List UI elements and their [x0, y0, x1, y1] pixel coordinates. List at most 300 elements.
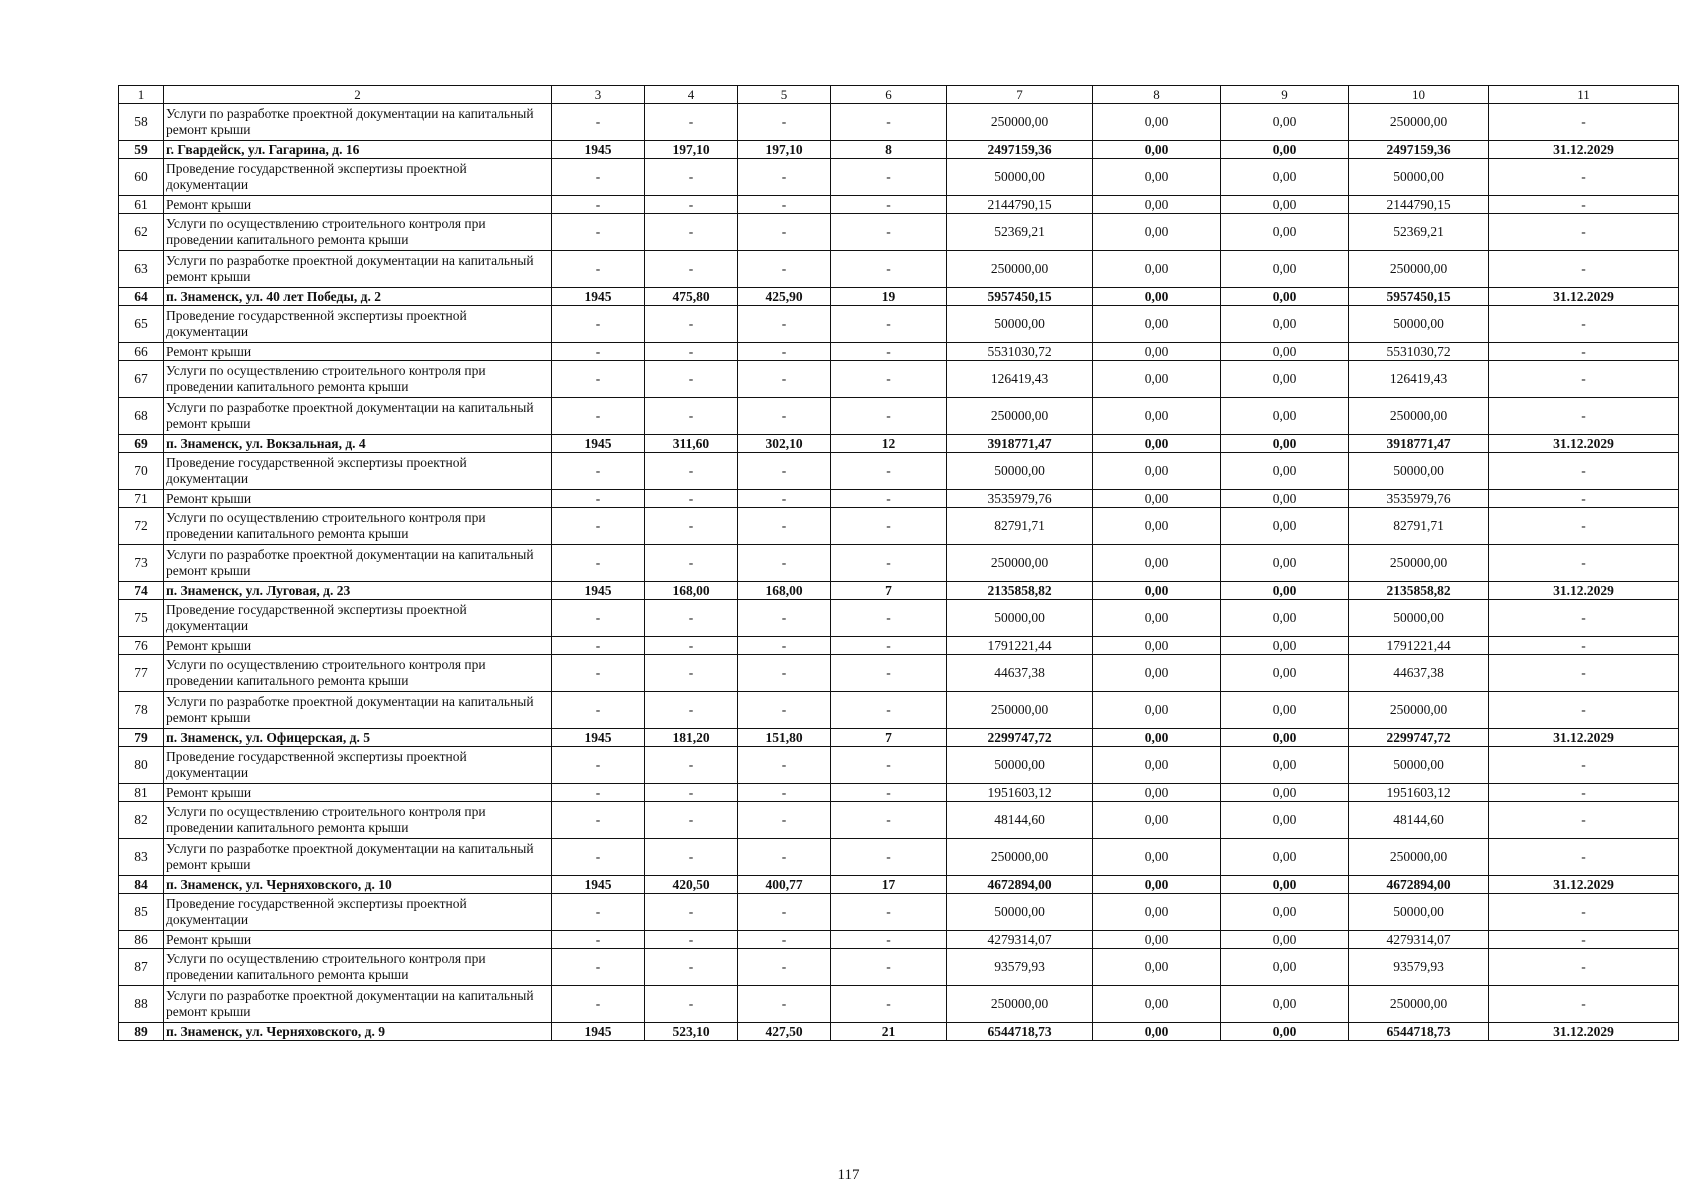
table-row-work — [119, 196, 1679, 214]
cell-residents: - — [831, 398, 947, 435]
cell-deadline: - — [1489, 490, 1679, 508]
cell-fund-federal: 0,00 — [1093, 196, 1221, 214]
cell-area-total: - — [645, 637, 738, 655]
table-row-address — [119, 141, 1679, 159]
cell-year: - — [552, 692, 645, 729]
cell-fund-regional: 0,00 — [1221, 196, 1349, 214]
table-row-work — [119, 251, 1679, 288]
cell-fund-other: 48144,60 — [1349, 802, 1489, 839]
table-row-work — [119, 802, 1679, 839]
cell-description: Ремонт крыши — [164, 784, 552, 802]
cell-fund-federal: 0,00 — [1093, 545, 1221, 582]
cell-deadline: - — [1489, 655, 1679, 692]
cell-area-total: - — [645, 508, 738, 545]
cell-fund-federal: 0,00 — [1093, 986, 1221, 1023]
cell-fund-regional: 0,00 — [1221, 453, 1349, 490]
cell-year: - — [552, 214, 645, 251]
cell-cost-total: 5531030,72 — [947, 343, 1093, 361]
cell-cost-total: 44637,38 — [947, 655, 1093, 692]
cell-row-number: 66 — [119, 343, 164, 361]
cell-area-living: - — [738, 453, 831, 490]
cell-fund-other: 250000,00 — [1349, 839, 1489, 876]
cell-description: п. Знаменск, ул. Черняховского, д. 10 — [164, 876, 552, 894]
column-header-2: 2 — [164, 86, 552, 104]
cell-area-total: - — [645, 931, 738, 949]
cell-deadline: 31.12.2029 — [1489, 1023, 1679, 1041]
cell-residents: - — [831, 104, 947, 141]
cell-fund-other: 93579,93 — [1349, 949, 1489, 986]
cell-deadline: - — [1489, 361, 1679, 398]
cell-row-number: 71 — [119, 490, 164, 508]
cell-year: - — [552, 931, 645, 949]
cell-fund-other: 250000,00 — [1349, 398, 1489, 435]
cell-area-total: - — [645, 655, 738, 692]
cell-row-number: 74 — [119, 582, 164, 600]
cell-deadline: - — [1489, 839, 1679, 876]
cell-description: Ремонт крыши — [164, 490, 552, 508]
cell-area-living: - — [738, 839, 831, 876]
cell-cost-total: 250000,00 — [947, 104, 1093, 141]
cell-fund-regional: 0,00 — [1221, 545, 1349, 582]
cell-fund-regional: 0,00 — [1221, 251, 1349, 288]
cell-residents: - — [831, 931, 947, 949]
column-header-8: 8 — [1093, 86, 1221, 104]
cell-fund-regional: 0,00 — [1221, 582, 1349, 600]
table-row-work — [119, 214, 1679, 251]
cell-description: п. Знаменск, ул. 40 лет Победы, д. 2 — [164, 288, 552, 306]
cell-row-number: 77 — [119, 655, 164, 692]
cell-residents: - — [831, 986, 947, 1023]
cell-fund-federal: 0,00 — [1093, 159, 1221, 196]
cell-year: - — [552, 398, 645, 435]
cell-area-living: - — [738, 802, 831, 839]
cell-row-number: 85 — [119, 894, 164, 931]
cell-fund-regional: 0,00 — [1221, 214, 1349, 251]
cell-fund-other: 250000,00 — [1349, 251, 1489, 288]
cell-year: - — [552, 251, 645, 288]
cell-residents: - — [831, 545, 947, 582]
cell-description: Проведение государственной экспертизы проектной документации — [164, 306, 552, 343]
cell-row-number: 89 — [119, 1023, 164, 1041]
cell-area-living: - — [738, 692, 831, 729]
table-row-work — [119, 692, 1679, 729]
cell-fund-other: 3535979,76 — [1349, 490, 1489, 508]
cell-fund-regional: 0,00 — [1221, 802, 1349, 839]
cell-description: Услуги по разработке проектной документации на капитальный ремонт крыши — [164, 986, 552, 1023]
cell-area-living: - — [738, 637, 831, 655]
cell-area-total: - — [645, 692, 738, 729]
cell-deadline: 31.12.2029 — [1489, 288, 1679, 306]
table-row-address — [119, 876, 1679, 894]
cell-cost-total: 4672894,00 — [947, 876, 1093, 894]
cell-fund-other: 50000,00 — [1349, 306, 1489, 343]
cell-row-number: 87 — [119, 949, 164, 986]
cell-description: Проведение государственной экспертизы проектной документации — [164, 894, 552, 931]
cell-deadline: - — [1489, 747, 1679, 784]
cell-description: Ремонт крыши — [164, 343, 552, 361]
cell-row-number: 67 — [119, 361, 164, 398]
cell-deadline: - — [1489, 508, 1679, 545]
table-row-work — [119, 839, 1679, 876]
cell-residents: - — [831, 159, 947, 196]
table-row-work — [119, 637, 1679, 655]
cell-fund-federal: 0,00 — [1093, 343, 1221, 361]
cell-fund-federal: 0,00 — [1093, 508, 1221, 545]
cell-area-living: - — [738, 343, 831, 361]
cell-description: Проведение государственной экспертизы проектной документации — [164, 747, 552, 784]
cell-fund-other: 2299747,72 — [1349, 729, 1489, 747]
cell-area-total: - — [645, 251, 738, 288]
cell-deadline: - — [1489, 453, 1679, 490]
cell-year: - — [552, 490, 645, 508]
cell-row-number: 88 — [119, 986, 164, 1023]
cell-residents: 7 — [831, 582, 947, 600]
cell-description: Услуги по разработке проектной документации на капитальный ремонт крыши — [164, 545, 552, 582]
cell-residents: - — [831, 490, 947, 508]
cell-row-number: 60 — [119, 159, 164, 196]
column-header-5: 5 — [738, 86, 831, 104]
cell-fund-regional: 0,00 — [1221, 949, 1349, 986]
cell-fund-federal: 0,00 — [1093, 582, 1221, 600]
cell-description: Услуги по разработке проектной документации на капитальный ремонт крыши — [164, 398, 552, 435]
cell-area-total: 420,50 — [645, 876, 738, 894]
column-header-6: 6 — [831, 86, 947, 104]
cell-residents: 19 — [831, 288, 947, 306]
cell-area-living: - — [738, 949, 831, 986]
cell-row-number: 61 — [119, 196, 164, 214]
cell-description: Проведение государственной экспертизы проектной документации — [164, 600, 552, 637]
cell-fund-regional: 0,00 — [1221, 876, 1349, 894]
cell-row-number: 83 — [119, 839, 164, 876]
cell-cost-total: 6544718,73 — [947, 1023, 1093, 1041]
cell-fund-other: 250000,00 — [1349, 545, 1489, 582]
cell-residents: - — [831, 306, 947, 343]
cell-area-total: - — [645, 306, 738, 343]
cell-deadline: - — [1489, 692, 1679, 729]
cell-fund-regional: 0,00 — [1221, 398, 1349, 435]
cell-area-living: - — [738, 214, 831, 251]
cell-deadline: - — [1489, 214, 1679, 251]
cell-cost-total: 2497159,36 — [947, 141, 1093, 159]
cell-year: - — [552, 949, 645, 986]
column-header-7: 7 — [947, 86, 1093, 104]
cell-fund-regional: 0,00 — [1221, 288, 1349, 306]
cell-cost-total: 126419,43 — [947, 361, 1093, 398]
cell-area-total: 475,80 — [645, 288, 738, 306]
cell-residents: - — [831, 784, 947, 802]
cell-year: 1945 — [552, 582, 645, 600]
cell-residents: - — [831, 655, 947, 692]
cell-fund-federal: 0,00 — [1093, 600, 1221, 637]
cell-fund-other: 5957450,15 — [1349, 288, 1489, 306]
cell-row-number: 79 — [119, 729, 164, 747]
cell-cost-total: 1791221,44 — [947, 637, 1093, 655]
cell-deadline: 31.12.2029 — [1489, 729, 1679, 747]
cell-residents: 7 — [831, 729, 947, 747]
cell-area-total: - — [645, 214, 738, 251]
cell-fund-other: 6544718,73 — [1349, 1023, 1489, 1041]
table-row-address — [119, 288, 1679, 306]
cell-fund-other: 52369,21 — [1349, 214, 1489, 251]
cell-deadline: - — [1489, 931, 1679, 949]
cell-cost-total: 50000,00 — [947, 894, 1093, 931]
cell-row-number: 84 — [119, 876, 164, 894]
cell-fund-other: 3918771,47 — [1349, 435, 1489, 453]
column-header-1: 1 — [119, 86, 164, 104]
cell-row-number: 59 — [119, 141, 164, 159]
cell-fund-federal: 0,00 — [1093, 1023, 1221, 1041]
cell-fund-regional: 0,00 — [1221, 692, 1349, 729]
table-row-work — [119, 784, 1679, 802]
table-row-work — [119, 747, 1679, 784]
cell-residents: - — [831, 508, 947, 545]
cell-description: Услуги по осуществлению строительного контроля при проведении капитального ремонта крыши — [164, 802, 552, 839]
cell-row-number: 86 — [119, 931, 164, 949]
cell-cost-total: 250000,00 — [947, 986, 1093, 1023]
cell-area-living: - — [738, 490, 831, 508]
table-row-work — [119, 306, 1679, 343]
cell-deadline: - — [1489, 196, 1679, 214]
cell-area-total: 168,00 — [645, 582, 738, 600]
cell-area-total: 181,20 — [645, 729, 738, 747]
cell-year: - — [552, 986, 645, 1023]
cell-fund-federal: 0,00 — [1093, 784, 1221, 802]
cell-area-living: 302,10 — [738, 435, 831, 453]
cell-area-total: - — [645, 894, 738, 931]
cell-year: - — [552, 894, 645, 931]
cell-area-total: - — [645, 802, 738, 839]
cell-area-living: 427,50 — [738, 1023, 831, 1041]
cell-area-living: - — [738, 306, 831, 343]
cell-fund-regional: 0,00 — [1221, 600, 1349, 637]
cell-fund-federal: 0,00 — [1093, 839, 1221, 876]
cell-residents: - — [831, 692, 947, 729]
cell-deadline: - — [1489, 949, 1679, 986]
cell-cost-total: 50000,00 — [947, 453, 1093, 490]
cell-year: - — [552, 104, 645, 141]
cell-description: Услуги по осуществлению строительного контроля при проведении капитального ремонта крыши — [164, 655, 552, 692]
cell-residents: - — [831, 747, 947, 784]
column-header-11: 11 — [1489, 86, 1679, 104]
cell-residents: - — [831, 949, 947, 986]
cell-area-total: 311,60 — [645, 435, 738, 453]
cell-fund-regional: 0,00 — [1221, 894, 1349, 931]
cell-fund-other: 50000,00 — [1349, 453, 1489, 490]
cell-cost-total: 2144790,15 — [947, 196, 1093, 214]
cell-cost-total: 93579,93 — [947, 949, 1093, 986]
cell-description: г. Гвардейск, ул. Гагарина, д. 16 — [164, 141, 552, 159]
cell-area-living: 425,90 — [738, 288, 831, 306]
cell-fund-federal: 0,00 — [1093, 931, 1221, 949]
cell-fund-other: 44637,38 — [1349, 655, 1489, 692]
cell-row-number: 68 — [119, 398, 164, 435]
cell-deadline: - — [1489, 306, 1679, 343]
cell-cost-total: 250000,00 — [947, 398, 1093, 435]
cell-fund-regional: 0,00 — [1221, 637, 1349, 655]
cell-deadline: - — [1489, 802, 1679, 839]
cell-residents: - — [831, 361, 947, 398]
cell-area-total: - — [645, 545, 738, 582]
cell-area-living: - — [738, 398, 831, 435]
cell-fund-other: 250000,00 — [1349, 104, 1489, 141]
cell-area-total: - — [645, 600, 738, 637]
table-row-address — [119, 435, 1679, 453]
cell-fund-regional: 0,00 — [1221, 747, 1349, 784]
cell-deadline: - — [1489, 398, 1679, 435]
table-row-work — [119, 931, 1679, 949]
cell-area-living: - — [738, 508, 831, 545]
cell-area-total: - — [645, 343, 738, 361]
cell-cost-total: 250000,00 — [947, 692, 1093, 729]
cell-year: - — [552, 306, 645, 343]
cell-area-total: - — [645, 361, 738, 398]
cell-residents: 12 — [831, 435, 947, 453]
cell-area-total: - — [645, 986, 738, 1023]
column-header-9: 9 — [1221, 86, 1349, 104]
cell-area-living: 197,10 — [738, 141, 831, 159]
cell-area-total: - — [645, 490, 738, 508]
cell-year: - — [552, 655, 645, 692]
cell-deadline: - — [1489, 986, 1679, 1023]
cell-deadline: - — [1489, 343, 1679, 361]
cell-area-living: - — [738, 600, 831, 637]
cell-deadline: - — [1489, 251, 1679, 288]
table-row-work — [119, 949, 1679, 986]
table-row-address — [119, 1023, 1679, 1041]
cell-description: Услуги по разработке проектной документации на капитальный ремонт крыши — [164, 839, 552, 876]
cell-cost-total: 4279314,07 — [947, 931, 1093, 949]
cell-fund-other: 4279314,07 — [1349, 931, 1489, 949]
cell-fund-federal: 0,00 — [1093, 949, 1221, 986]
cell-residents: - — [831, 894, 947, 931]
cell-fund-federal: 0,00 — [1093, 306, 1221, 343]
cell-cost-total: 250000,00 — [947, 839, 1093, 876]
cell-year: 1945 — [552, 141, 645, 159]
column-number-header-row — [119, 86, 1679, 104]
cell-area-living: - — [738, 931, 831, 949]
cell-cost-total: 3918771,47 — [947, 435, 1093, 453]
cell-area-living: - — [738, 196, 831, 214]
table-row-address — [119, 729, 1679, 747]
cell-fund-other: 82791,71 — [1349, 508, 1489, 545]
cell-deadline: - — [1489, 600, 1679, 637]
cell-residents: 17 — [831, 876, 947, 894]
cell-residents: - — [831, 637, 947, 655]
cell-fund-regional: 0,00 — [1221, 306, 1349, 343]
cell-fund-regional: 0,00 — [1221, 141, 1349, 159]
cell-year: 1945 — [552, 435, 645, 453]
cell-fund-other: 1791221,44 — [1349, 637, 1489, 655]
cell-year: - — [552, 802, 645, 839]
cell-row-number: 70 — [119, 453, 164, 490]
cell-cost-total: 82791,71 — [947, 508, 1093, 545]
cell-deadline: 31.12.2029 — [1489, 582, 1679, 600]
cell-cost-total: 1951603,12 — [947, 784, 1093, 802]
table-row-work — [119, 398, 1679, 435]
cell-area-living: - — [738, 784, 831, 802]
cell-fund-other: 50000,00 — [1349, 747, 1489, 784]
cell-year: - — [552, 637, 645, 655]
cell-row-number: 63 — [119, 251, 164, 288]
cell-fund-federal: 0,00 — [1093, 251, 1221, 288]
cell-fund-federal: 0,00 — [1093, 288, 1221, 306]
cell-year: 1945 — [552, 729, 645, 747]
cell-area-total: - — [645, 784, 738, 802]
cell-fund-other: 1951603,12 — [1349, 784, 1489, 802]
cell-fund-regional: 0,00 — [1221, 490, 1349, 508]
table-row-work — [119, 490, 1679, 508]
cell-row-number: 65 — [119, 306, 164, 343]
cell-year: - — [552, 159, 645, 196]
cell-description: Проведение государственной экспертизы проектной документации — [164, 453, 552, 490]
cell-area-living: - — [738, 655, 831, 692]
cell-fund-other: 250000,00 — [1349, 986, 1489, 1023]
cell-fund-federal: 0,00 — [1093, 214, 1221, 251]
table-row-work — [119, 986, 1679, 1023]
page-number: 117 — [837, 1167, 860, 1183]
cell-cost-total: 52369,21 — [947, 214, 1093, 251]
table-row-work — [119, 343, 1679, 361]
cell-area-living: 168,00 — [738, 582, 831, 600]
cell-area-living: - — [738, 251, 831, 288]
cell-year: 1945 — [552, 1023, 645, 1041]
table-row-work — [119, 361, 1679, 398]
cell-cost-total: 48144,60 — [947, 802, 1093, 839]
cell-row-number: 81 — [119, 784, 164, 802]
cell-area-living: - — [738, 104, 831, 141]
cell-row-number: 80 — [119, 747, 164, 784]
cell-residents: - — [831, 214, 947, 251]
cell-description: п. Знаменск, ул. Офицерская, д. 5 — [164, 729, 552, 747]
table-row-address — [119, 582, 1679, 600]
cell-deadline: - — [1489, 637, 1679, 655]
cell-description: Ремонт крыши — [164, 637, 552, 655]
cell-fund-other: 50000,00 — [1349, 600, 1489, 637]
cell-residents: - — [831, 251, 947, 288]
cell-residents: - — [831, 453, 947, 490]
cell-fund-other: 250000,00 — [1349, 692, 1489, 729]
cell-year: - — [552, 343, 645, 361]
cell-description: Ремонт крыши — [164, 196, 552, 214]
cell-area-total: - — [645, 398, 738, 435]
table-row-work — [119, 545, 1679, 582]
cell-cost-total: 50000,00 — [947, 306, 1093, 343]
cell-fund-regional: 0,00 — [1221, 508, 1349, 545]
cell-fund-other: 4672894,00 — [1349, 876, 1489, 894]
cell-year: - — [552, 600, 645, 637]
cell-fund-federal: 0,00 — [1093, 435, 1221, 453]
cell-row-number: 78 — [119, 692, 164, 729]
column-header-3: 3 — [552, 86, 645, 104]
cell-fund-federal: 0,00 — [1093, 398, 1221, 435]
table-row-work — [119, 453, 1679, 490]
cell-description: Ремонт крыши — [164, 931, 552, 949]
cell-fund-federal: 0,00 — [1093, 490, 1221, 508]
cell-residents: - — [831, 343, 947, 361]
cell-residents: 21 — [831, 1023, 947, 1041]
cell-fund-other: 2135858,82 — [1349, 582, 1489, 600]
cell-fund-federal: 0,00 — [1093, 692, 1221, 729]
cell-area-living: - — [738, 361, 831, 398]
cell-area-total: - — [645, 839, 738, 876]
cell-year: - — [552, 839, 645, 876]
cell-fund-federal: 0,00 — [1093, 876, 1221, 894]
cell-deadline: 31.12.2029 — [1489, 435, 1679, 453]
cell-year: - — [552, 747, 645, 784]
cell-year: - — [552, 361, 645, 398]
cell-description: Услуги по разработке проектной документации на капитальный ремонт крыши — [164, 251, 552, 288]
cell-fund-regional: 0,00 — [1221, 104, 1349, 141]
